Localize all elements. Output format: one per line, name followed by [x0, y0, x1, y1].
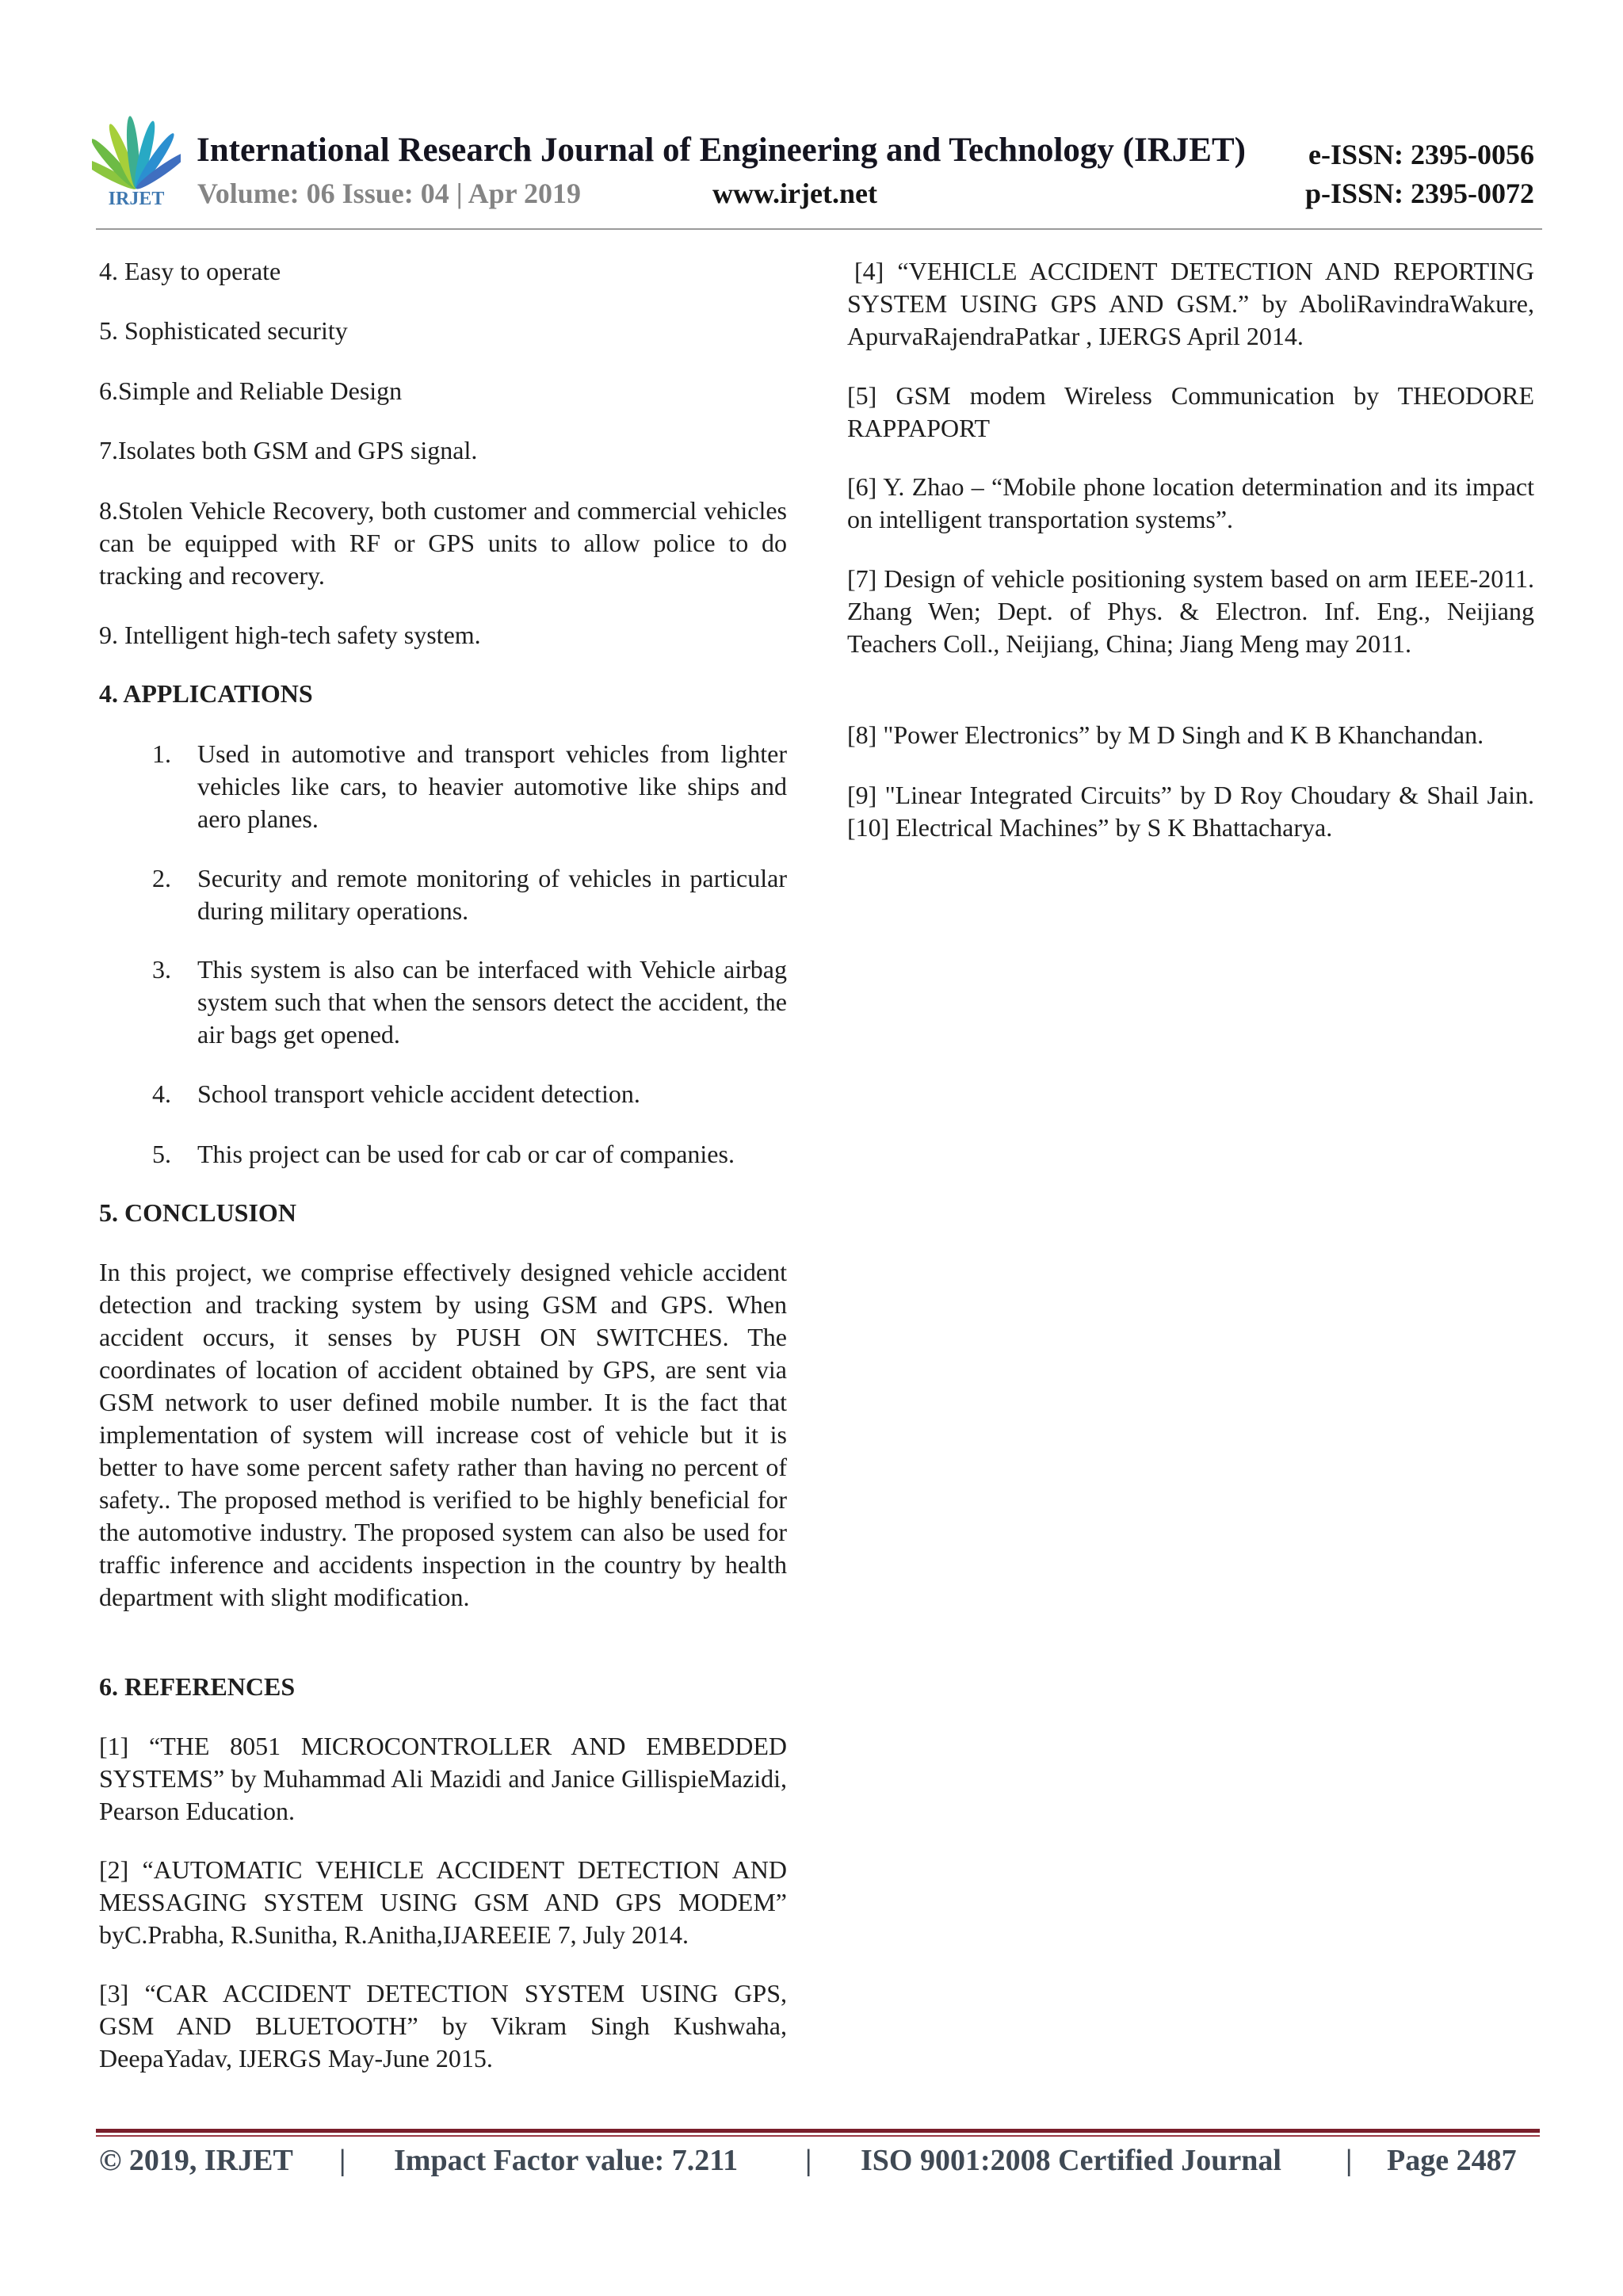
- conclusion-heading: 5. CONCLUSION: [99, 1198, 296, 1227]
- footer-copyright: © 2019, IRJET: [99, 2144, 293, 2177]
- reference-item: [3] “CAR ACCIDENT DETECTION SYSTEM USING GPS, GSM AND BLUETOOTH” by Vikram Singh Kushwaha, DeepaYadav, IJERGS May-June 2015.: [99, 1979, 787, 2073]
- reference-item: [9] "Linear Integrated Circuits” by D Roy Choudary & Shail Jain. [10] Electrical Machines” by S K Bhattacharya.: [847, 781, 1534, 842]
- footer-separator: |: [805, 2144, 812, 2177]
- reference-item: [6] Y. Zhao – “Mobile phone location determination and its impact on intelligent transportation systems”.: [847, 472, 1534, 533]
- logo-text: IRJET: [108, 189, 165, 209]
- list-number: 5.: [152, 1140, 171, 1168]
- footer-separator: |: [1346, 2144, 1353, 2177]
- list-text: Used in automotive and transport vehicles from lighter vehicles like cars, to heavier automotive like ships and aero planes.: [197, 739, 787, 833]
- list-number: 3.: [152, 955, 171, 984]
- footer-divider: [96, 2129, 1540, 2133]
- advantage-item: 8.Stolen Vehicle Recovery, both customer and commercial vehicles can be equipped with RF or GPS units to allow police to do tracking and recovery.: [99, 496, 787, 590]
- p-issn: p-ISSN: 2395-0072: [1304, 178, 1534, 209]
- list-number: 4.: [152, 1079, 171, 1108]
- list-text: School transport vehicle accident detection.: [197, 1079, 640, 1108]
- reference-item: [8] "Power Electronics” by M D Singh and K B Khanchandan.: [847, 720, 1484, 749]
- list-text: This project can be used for cab or car of companies.: [197, 1140, 735, 1168]
- footer-separator: |: [339, 2144, 346, 2177]
- volume-issue: Volume: 06 Issue: 04 | Apr 2019: [197, 178, 581, 209]
- journal-website: www.irjet.net: [712, 178, 877, 209]
- advantage-item: 5. Sophisticated security: [99, 316, 348, 345]
- reference-item: [7] Design of vehicle positioning system based on arm IEEE-2011. Zhang Wen; Dept. of Phys. & Electron. Inf. Eng., Neijiang Teachers Coll., Neijiang, China; Jiang Meng may 2011.: [847, 564, 1534, 658]
- advantage-item: 4. Easy to operate: [99, 257, 281, 285]
- list-number: 2.: [152, 864, 171, 892]
- header-divider: [96, 228, 1542, 230]
- advantage-item: 6.Simple and Reliable Design: [99, 376, 403, 405]
- list-text: This system is also can be interfaced with Vehicle airbag system such that when the sensors detect the accident, the air bags get opened.: [197, 955, 787, 1049]
- irjet-leaf-logo-icon: [92, 116, 181, 212]
- list-number: 1.: [152, 739, 171, 768]
- advantage-item: 7.Isolates both GSM and GPS signal.: [99, 436, 478, 464]
- references-heading: 6. REFERENCES: [99, 1672, 296, 1701]
- reference-item: [5] GSM modem Wireless Communication by THEODORE RAPPAPORT: [847, 381, 1534, 442]
- conclusion-paragraph: In this project, we comprise effectively designed vehicle accident detection and tracking system by using GSM and GPS. When accident occurs, it senses by PUSH ON SWITCHES. The coordinates of location of accident obtained by GPS, are sent via GSM network to user defined mobile number. It is the fact that implementation of system will increase cost of vehicle but it is better to have some percent safety rather than having no percent of safety.. The proposed method is verified to be highly beneficial for the automotive industry. The proposed system can also be used for traffic inference and accidents inspection in the country by health department with slight modification.: [99, 1258, 787, 1611]
- reference-item: [1] “THE 8051 MICROCONTROLLER AND EMBEDDED SYSTEMS” by Muhammad Ali Mazidi and Janice GillispieMazidi, Pearson Education.: [99, 1732, 787, 1825]
- applications-heading: 4. APPLICATIONS: [99, 679, 313, 708]
- footer-certification: ISO 9001:2008 Certified Journal: [861, 2144, 1281, 2177]
- advantage-item: 9. Intelligent high-tech safety system.: [99, 621, 481, 649]
- reference-item: [2] “AUTOMATIC VEHICLE ACCIDENT DETECTION AND MESSAGING SYSTEM USING GSM AND GPS MODEM” byC.Prabha, R.Sunitha, R.Anitha,IJAREEIE 7, July 2014.: [99, 1855, 787, 1949]
- reference-item: [4] “VEHICLE ACCIDENT DETECTION AND REPORTING SYSTEM USING GPS AND GSM.” by AboliRavindraWakure, ApurvaRajendraPatkar , IJERGS April 2014.: [847, 257, 1534, 350]
- list-text: Security and remote monitoring of vehicles in particular during military operations.: [197, 864, 787, 925]
- footer-page-number: Page 2487: [1387, 2144, 1517, 2177]
- e-issn: e-ISSN: 2395-0056: [1308, 139, 1534, 170]
- footer-divider-thin: [96, 2135, 1540, 2137]
- journal-title: International Research Journal of Engineering and Technology (IRJET): [197, 132, 1246, 169]
- footer-impact-factor: Impact Factor value: 7.211: [394, 2144, 739, 2177]
